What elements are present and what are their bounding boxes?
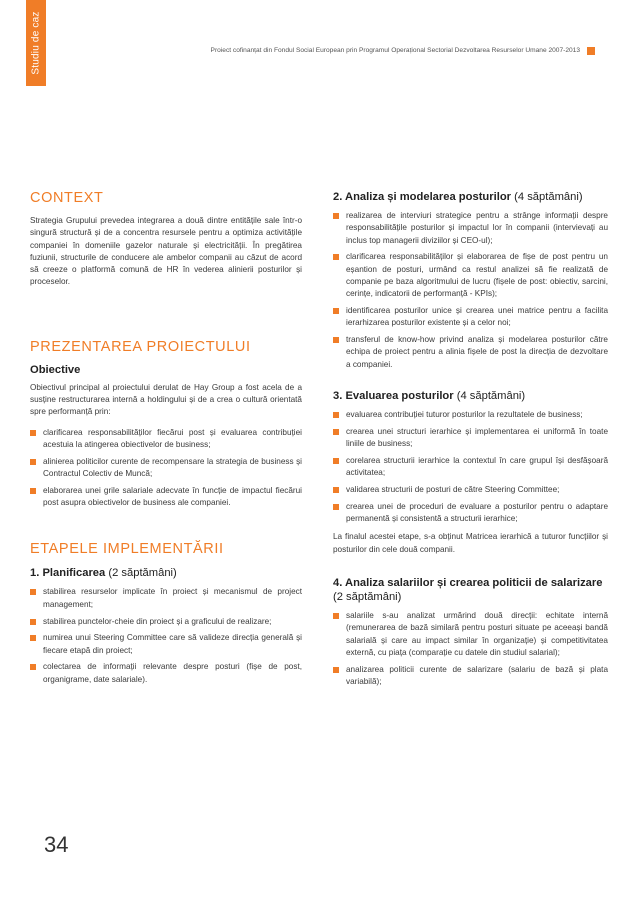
- objectives-list: [30, 427, 302, 510]
- bullet-square-icon: [333, 308, 339, 314]
- bullet-square-icon: [333, 429, 339, 435]
- step4-list: [333, 610, 608, 688]
- bullet-square-icon: [30, 664, 36, 670]
- list-item: crearea unei de proceduri de evaluare a posturilor pentru o adaptare permanentă și consistentă a structurii ierarhice;: [333, 501, 608, 526]
- step3-list: [333, 409, 608, 525]
- bullet-square-icon: [30, 488, 36, 494]
- list-item: stabilirea resurselor implicate în proiect și mecanismul de project management;: [30, 586, 302, 611]
- page-number: 34: [44, 832, 69, 857]
- project-heading: PREZENTAREA PROIECTULUI: [30, 338, 251, 355]
- bullet-square-icon: [333, 504, 339, 510]
- step3-heading: 3. Evaluarea posturilor (4 săptămâni): [333, 390, 526, 403]
- list-item: identificarea posturilor unice și crearea unei matrice pentru a facilita ierarhizarea posturilor existente și a celor noi;: [333, 305, 608, 330]
- list-item: elaborarea unei grile salariale adecvate în funcție de impactul fiecărui post asupra obiectivelor de business ale companiei.: [30, 485, 302, 510]
- right-column: [333, 190, 608, 694]
- list-item: salariile s-au analizat urmărind două direcții: echitate internă (remunerarea de bază similară pentru posturi situate pe aceeași bandă salarială și care au impact similar în organizație) și competitivitatea externă, cu piața (comparație cu datele din studiul salarial);: [333, 610, 608, 659]
- header-accent-square: [587, 47, 595, 55]
- list-item: evaluarea contribuției tuturor posturilor la rezultatele de business;: [333, 409, 608, 421]
- list-item: crearea unei structuri ierarhice și implementarea ei uniformă în toate liniile de business;: [333, 426, 608, 451]
- list-item: numirea unui Steering Committee care să valideze direcția generală și fiecare etapă din proiect;: [30, 632, 302, 657]
- step2-heading: 2. Analiza și modelarea posturilor (4 săptămâni): [333, 191, 583, 203]
- step2-list: [333, 210, 608, 371]
- list-item: analizarea politicii curente de salarizare (salariu de bază și plata variabilă);: [333, 664, 608, 689]
- bullet-square-icon: [30, 459, 36, 465]
- bullet-square-icon: [333, 254, 339, 260]
- bullet-square-icon: [30, 619, 36, 625]
- list-item: transferul de know-how privind analiza și modelarea posturilor către echipa de proiect pentru a alinia fișele de post la direcția de dezvoltare a companiei.: [333, 334, 608, 371]
- context-heading: CONTEXT: [30, 190, 104, 206]
- bullet-square-icon: [30, 430, 36, 436]
- step1-list: [30, 586, 302, 686]
- bullet-square-icon: [333, 667, 339, 673]
- implementation-heading: ETAPELE IMPLEMENTĂRII: [30, 541, 224, 558]
- bullet-square-icon: [333, 613, 339, 619]
- bullet-square-icon: [30, 589, 36, 595]
- side-tab-label: Studiu de caz: [30, 11, 42, 75]
- bullet-square-icon: [333, 487, 339, 493]
- step1-heading: 1. Planificarea (2 săptămâni): [30, 567, 177, 580]
- objectives-heading: Obiective: [30, 363, 81, 376]
- list-item: clarificarea responsabilităților și elaborarea de fișe de post pentru un eșantion de posturi, urmând ca restul analizei să fie realizată de companie pe baza algoritmului de lucru (fișele de post: obiectiv, sarcini, cerințe, indicatorii de performanță - KPIs);: [333, 251, 608, 300]
- section-side-tab: [26, 0, 46, 86]
- list-item: stabilirea punctelor-cheie din proiect și a graficului de realizare;: [30, 616, 302, 628]
- list-item: colectarea de informații relevante despre posturi (fișe de post, organigrame, date salariale).: [30, 661, 302, 686]
- bullet-square-icon: [333, 458, 339, 464]
- bullet-square-icon: [333, 337, 339, 343]
- left-column: [30, 190, 302, 692]
- list-item: alinierea politicilor curente de recompensare la strategia de business și Contractul Colectiv de Muncă;: [30, 456, 302, 481]
- step3-closing-text: La finalul acestei etape, s-a obținut Matricea ierarhică a tuturor funcțiilor și posturilor din cele două companii.: [333, 532, 608, 554]
- list-item: validarea structurii de posturi de către Steering Committee;: [333, 484, 608, 496]
- bullet-square-icon: [333, 412, 339, 418]
- list-item: clarificarea responsabilităților fiecărui post și evaluarea contribuției acestuia la atingerea obiectivelor de business;: [30, 427, 302, 452]
- objectives-text: Obiectivul principal al proiectului derulat de Hay Group a fost acela de a susține restructurarea internă a holdingului și de a crea o cultură orientată spre performanță prin:: [30, 382, 302, 417]
- bullet-square-icon: [333, 213, 339, 219]
- list-item: corelarea structurii ierarhice la contextul în care grupul își desfășoară activitatea;: [333, 455, 608, 480]
- step4-heading: 4. Analiza salariilor și crearea politicii de salarizare (2 săptămâni): [333, 577, 603, 604]
- context-text: Strategia Grupului prevedea integrarea a două dintre entitățile sale într-o singură structură și de a concentra resursele pentru a optimiza activitățile companiei în domeniile gazelor naturale și electricității. În pregătirea fuziunii, structurile de conducere ale ambelor companii au căzut de acord să creeze o platformă comună de HR în vederea alinierii posturilor și proceselor.: [30, 216, 302, 287]
- bullet-square-icon: [30, 635, 36, 641]
- list-item: realizarea de interviuri strategice pentru a strânge informații despre responsabilitățile posturilor și impactul lor în companii (intervievați au inclus top managerii diviziilor și CEO-ul);: [333, 210, 608, 247]
- cofinancing-note: Proiect cofinanțat din Fondul Social European prin Programul Operațional Sectorial Dezvoltarea Resurselor Umane 2007-2013: [210, 47, 580, 54]
